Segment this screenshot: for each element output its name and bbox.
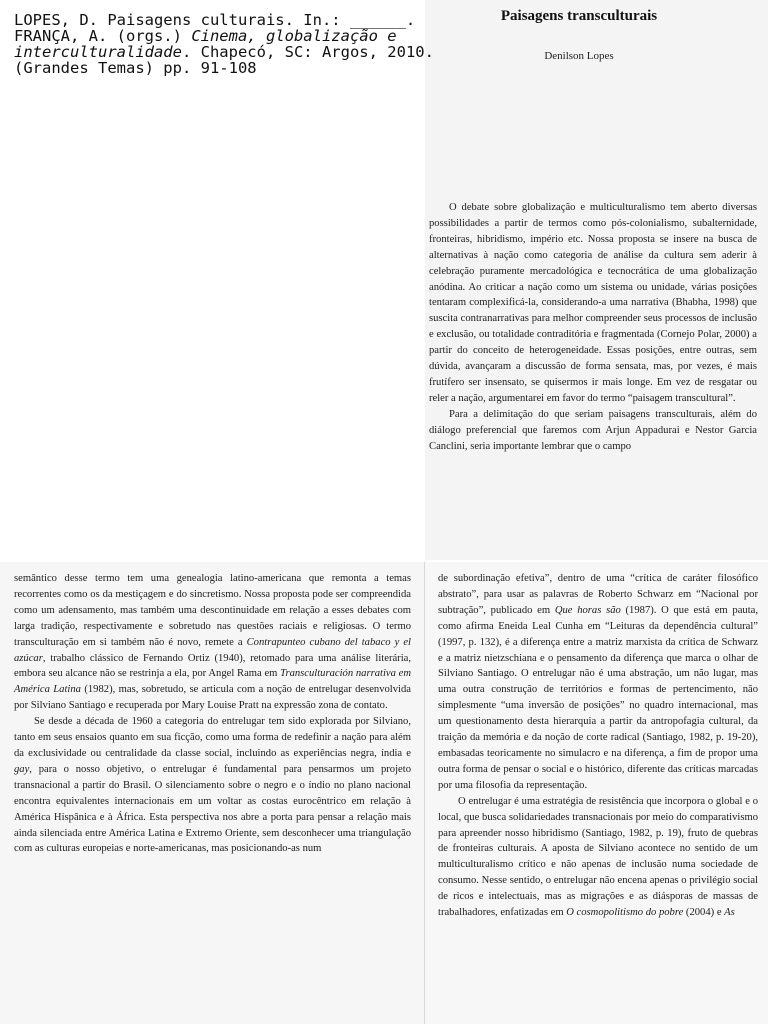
citation-line-1: LOPES, D. Paisagens culturais. In.: ______. [14,11,416,29]
paragraph: Se desde a década de 1960 a categoria do entrelugar tem sido explorada por Silviano, tanto em seus ensaios quanto em sua ficção, como uma forma de redefinir a nação para além da exclusividade ou centralidade da classe social, incluindo as experiências negra, índia e gay, para o nosso objetivo, o entrelugar é fundamental para pensarmos um projeto transnacional a partir do Brasil. O silenciamento sobre o negro e o índio no plano nacional encontra equivalentes internacionais em um voltar as costas eurocêntrico em relação à América Hispânica e à África. Esta perspectiva nos abre a porta para pensar a relação mais ainda silenciada entre América Latina e Extremo Oriente, sem desconhecer uma triangulação com as culturas europeias e norte-americanas, mas posicionando-as num [14,716,411,855]
page-divider [424,562,425,1024]
top-text-column [429,200,757,455]
bibliographic-citation [14,12,434,76]
citation-line-4: (Grandes Temas) pp. 91-108 [14,59,257,77]
paragraph: O debate sobre globalização e multiculturalismo tem aberto diversas possibilidades a partir de termos como pós-colonialismo, subalternidade, fronteiras, hibridismo, império etc. Nossa proposta se insere na busca de alternativas à nação como categoria de análise da cultura sem aderir à celebração puramente mercadológica e tecnocrática de uma globalização anódina. Ao criticar a nação como um sistema ou unidade, várias posições tentaram complexificá-la, considerando-a uma narrativa (Bhabha, 1998) que suscita contranarrativas para melhor compreender seus processos de inclusão e exclusão, ou totalidade contraditória e fragmentada (Cornejo Polar, 2000) a partir do conceito de heterogeneidade. Essas posições, entre outras, sem dúvida, avançaram a discussão de forma sensata, mas, por vezes, é mais frutífero ser insensato, se quisermos ir mais longe. Em vez de resgatar ou reler a nação, argumentarei em favor do termo “paisagem transcultural”. [429,202,757,404]
paragraph: semântico desse termo tem uma genealogia latino-americana que remonta a temas recorrentes como os da mestiçagem e do sincretismo. Nossa proposta pode ser compreendida como um adensamento, mas também uma descontinuidade em relação a esses debates com larga tradição, respectivamente e sobretudo nas questões raciais e religiosas. O termo transculturação em si também não é novo, remete a Contrapunteo cubano del tabaco y el azúcar, trabalho clássico de Fernando Ortiz (1940), retomado para uma análise literária, embora seu alcance não se restrinja a ela, por Angel Rama em Transculturación narrativa em América Latina (1982), mas, sobretudo, se articula com a noção de entrelugar desenvolvida por Silviano Santiago e recuperada por Mary Louise Pratt na expressão zona de contato. [14,573,412,712]
bottom-left-text-column [14,571,411,857]
article-author: Denilson Lopes [544,50,614,62]
citation-line-2: FRANÇA, A. (orgs.) Cinema, globalização e [14,27,397,45]
bottom-right-text-column [438,571,758,921]
paragraph: O entrelugar é uma estratégia de resistência que incorpora o global e o local, que busca solidariedades transnacionais por meio do comparativismo para apreender nosso hibridismo (Santiago, 1982, p. 19), fruto de quebras de fronteiras culturais. A aposta de Silviano acontece no sentido de um multiculturalismo crítico e não apenas de inclusão numa sociedade de consumo. Nesse sentido, o entrelugar não encena apenas o privilégio social de ricos e intelectuais, mas as migrações e as diásporas de massas de trabalhadores, enfatizadas em O cosmopolitismo do pobre (2004) e As [438,795,758,919]
paragraph: de subordinação efetiva”, dentro de uma “crítica de caráter filosófico abstrato”, para usar as palavras de Roberto Schwarz em “Nacional por subtração”, publicado em Que horas são (1987). O que está em pauta, como afirma Eneida Leal Cunha em “Leituras da dependência cultural” (1997, p. 132), é a diferença entre a matriz marxista da crítica de Schwarz e a matriz nietzschiana e o pensamento da diferença que marca o olhar de Silviano Santiago. O entrelugar não é uma abstração, um não lugar, mas uma outra construção de territórios e formas de pertencimento, não simplesmente “uma inversão de posições” no quadro internacional, mas um questionamento desta hierarquia a partir da antropofagia cultural, da traição da memória e da noção de corte radical (Santiago, 1982, p. 19-20), embasadas teoricamente no simulacro e na diferença, a fim de propor uma outra forma de pensar o social e o histórico, diferente das críticas marcadas por uma filosofia da representação. [438,573,758,791]
paragraph: Para a delimitação do que seriam paisagens transculturais, além do diálogo preferencial que faremos com Arjun Appadurai e Nestor Garcia Canclini, seria importante lembrar que o campo [429,408,757,452]
article-title: Paisagens transculturais [500,8,658,24]
citation-line-3: interculturalidade. Chapecó, SC: Argos, 2010. [14,43,434,61]
